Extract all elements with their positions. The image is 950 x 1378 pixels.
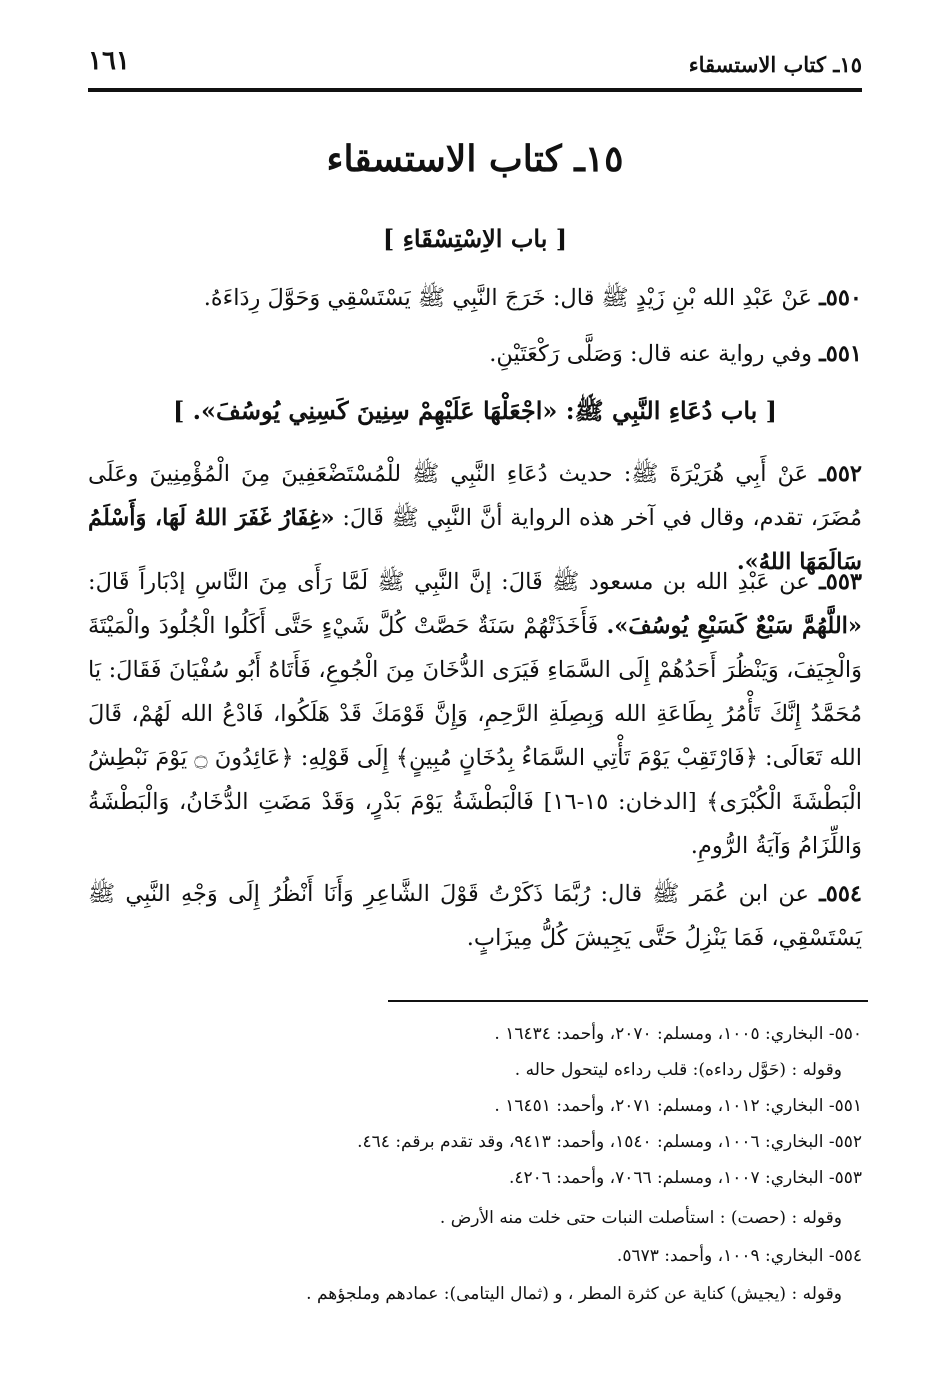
chapter-title: ١٥ـ كتاب الاستسقاء [326,138,624,180]
footnote-550: ٥٥٠- البخاري: ١٠٠٥، ومسلم: ٢٠٧٠، وأحمد: ١٦٤٣٤ . [494,1024,862,1044]
hadith-number: ٥٥٤ـ [819,881,862,907]
footnote-554-note: وقوله : (يجيش) كناية عن كثرة المطر ، و (ثمال اليتامى): عمادهم وملجؤهم . [306,1284,842,1304]
footnote-551: ٥٥١- البخاري: ١٠١٢، ومسلم: ٢٠٧١، وأحمد: ١٦٤٥١ . [494,1096,862,1116]
hadith-text: وفي رواية عنه قال: وَصَلَّى رَكْعَتَيْنِ. [489,341,812,367]
section-heading-dua: [ باب دُعَاءِ النَّبِي ﷺ: «اجْعَلْهَا عَلَيْهِمْ سِنِينَ كَسِنِي يُوسُفَ». ] [172,396,778,425]
header-rule [88,88,862,92]
running-header [88,46,862,86]
section-heading-istisqa: [ باب الاِسْتِسْقَاءِ ] [382,224,568,253]
footnote-553-note: وقوله : (حصت) : استأصلت النبات حتى خلت منه الأرض . [439,1208,842,1228]
hadith-number: ٥٥٣ـ [819,569,862,595]
page-number: ١٦١ [88,46,130,76]
hadith-551 [88,332,862,376]
hadith-text-after: فَأَخَذَتْهُمْ سَنَةٌ حَصَّتْ كُلَّ شَيْءٍ حَتَّى أَكَلُوا الْجُلُودَ والْمَيْتَةَ وَالْجِيَفَ، وَيَنْظُرَ أَحَدُهُمْ إِلَى السَّمَاءِ فَيَرَى الدُّخَانَ مِنَ الْجُوعِ، فَأَتَاهُ أَبُو سُفْيَانَ فَقَالَ: يَا مُحَمَّدُ إِنَّكَ تَأْمُرُ بِطَاعَةِ الله وَبِصِلَةِ الرَّحِمِ، وَإِنَّ قَوْمَكَ قَدْ هَلَكُوا، فَادْعُ الله لَهُمْ، قَالَ الله تَعَالَى: ﴿فَارْتَقِبْ يَوْمَ تَأْتِي السَّمَاءُ بِدُخَانٍ مُبِينٍ﴾ إِلَى قَوْلِهِ: ﴿عَائِدُونَ ۝ يَوْمَ نَبْطِشُ الْبَطْشَةَ الْكُبْرَى﴾ [الدخان: ١٥-١٦] فَالْبَطْشَةُ يَوْمَ بَدْرٍ، وَقَدْ مَضَتِ الدُّخَانُ، وَالْبَطْشَةُ وَاللِّزَامُ وَآيَةُ الرُّومِ. [88,613,863,859]
hadith-text-before: عن عَبْدِ الله بن مسعود ﷺ قَالَ: إنَّ النَّبِي ﷺ لَمَّا رَأَى مِنَ النَّاسِ إدْبَاراً قَالَ: [88,569,810,595]
hadith-number: ٥٥٢ـ [819,461,862,487]
footnote-553: ٥٥٣- البخاري: ١٠٠٧، ومسلم: ٧٠٦٦، وأحمد: ٤٢٠٦. [508,1168,862,1188]
footnote-554: ٥٥٤- البخاري: ١٠٠٩، وأحمد: ٥٦٧٣. [616,1246,862,1266]
hadith-554 [88,872,862,960]
hadith-text: عَنْ أَبِي هُرَيْرَةَ ﷺ: حديث دُعَاءِ النَّبِي ﷺ للْمُسْتَضْعَفِينَ مِنَ الْمُؤْمِنِينَ وعَلَى مُضَرَ، تقدم، وقال في آخر هذه الرواية أنَّ النَّبِي ﷺ قَالَ: [88,461,862,531]
hadith-553 [88,560,862,868]
hadith-550 [88,276,862,320]
running-header-title: ١٥ـ كتاب الاستسقاء [688,52,862,77]
footnote-552: ٥٥٢- البخاري: ١٠٠٦، ومسلم: ١٥٤٠، وأحمد: ٩٤١٣، وقد تقدم برقم: ٤٦٤. [357,1132,862,1152]
hadith-quote: «غِفَارُ غَفَرَ اللهُ لَهَا، وَأَسْلَمُ سَالَمَهَا اللهُ». [88,505,862,575]
hadith-text: عن ابن عُمَر ﷺ قال: رُبَّمَا ذَكَرْتُ قَوْلَ الشَّاعِرِ وَأَنَا أَنْظُرُ إِلَى وَجْهِ النَّبِي ﷺ يَسْتَسْقِي، فَمَا يَنْزِلُ حَتَّى يَجِيشَ كُلُّ مِيزَابٍ. [88,881,862,951]
footnote-550-note: وقوله : (حَوَّل رداءه): قلب رداءه ليتحول حاله . [514,1060,842,1080]
hadith-quote: «اللَّهُمَّ سَبْعٌ كَسَبْعِ يُوسُفَ». [606,613,862,639]
hadith-number: ٥٥٠ـ [819,285,862,311]
hadith-text: عَنْ عَبْدِ الله بْنِ زَيْدٍ ﷺ قال: خَرَجَ النَّبِي ﷺ يَسْتَسْقِي وَحَوَّلَ رِدَاءَهُ. [203,285,812,311]
footnote-separator [388,1000,868,1002]
hadith-number: ٥٥١ـ [819,341,862,367]
